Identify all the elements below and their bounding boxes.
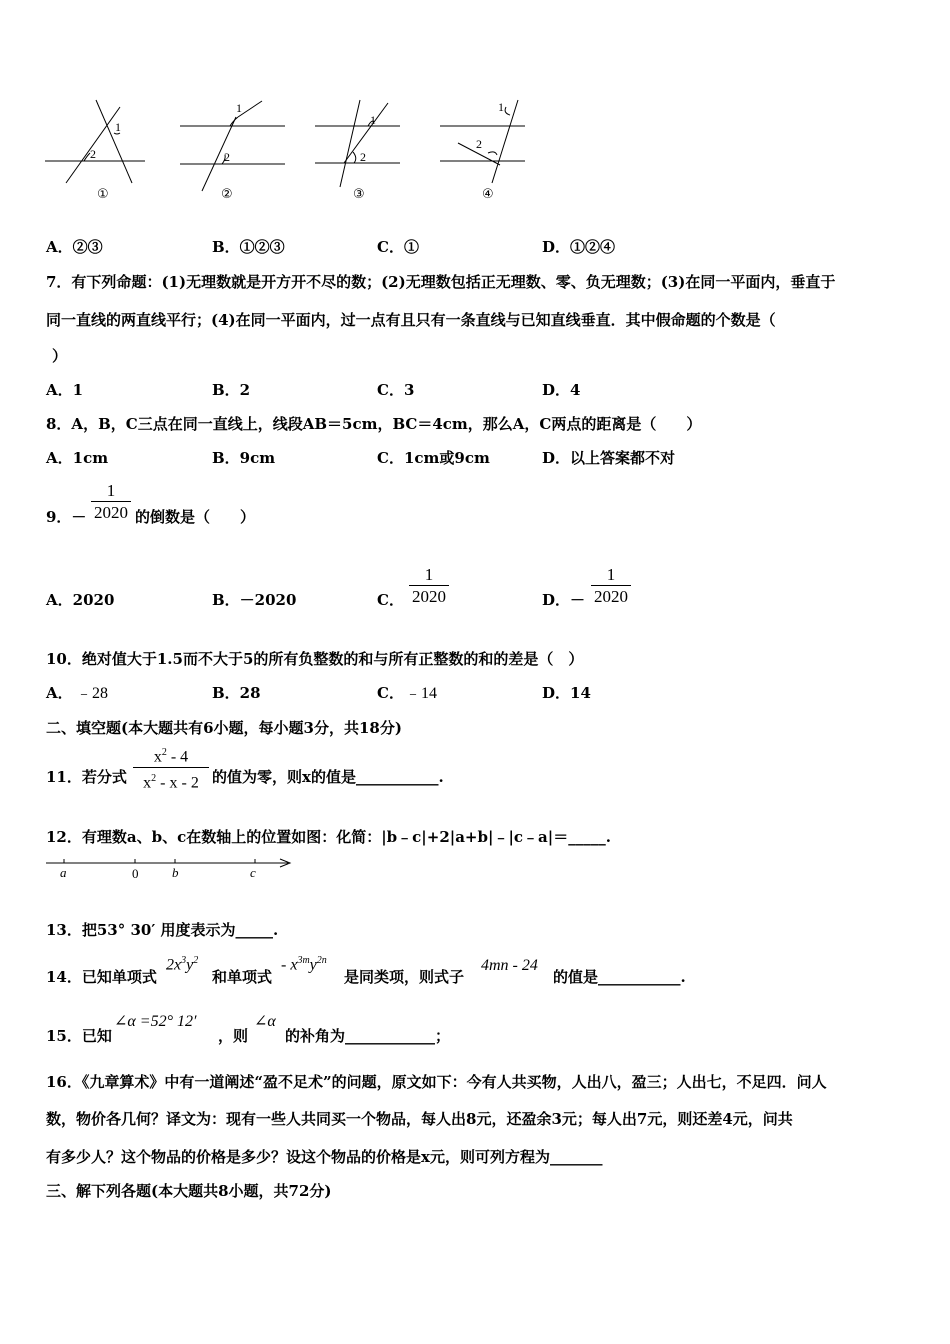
q16-text-line-1: 16．《九章算术》中有一道阐述“盈不足术”的问题，原文如下：今有人共买物，人出八，盈三；人出七，不足四．问人	[46, 1073, 827, 1091]
panel-2-angle-1: 1	[236, 101, 242, 115]
q8-option-a[interactable]: A．1cm	[46, 449, 109, 467]
q9-option-d-numerator: 1	[606, 565, 616, 584]
q7-option-c[interactable]: C．3	[377, 381, 415, 399]
q7-text-line-3: ）	[52, 347, 68, 365]
q7-option-b[interactable]: B．2	[212, 381, 251, 399]
q10-option-d[interactable]: D．14	[542, 684, 591, 702]
q14-monomial-1	[166, 955, 198, 974]
q14-mono2-y: y	[309, 956, 317, 974]
q8-option-b[interactable]: B．9cm	[212, 449, 276, 467]
figure-panel-4	[440, 100, 525, 183]
axis-label-b: b	[172, 865, 179, 880]
figure-panel-2	[180, 101, 285, 191]
panel-4-angle-1: 1	[498, 100, 504, 114]
q14-expression: 4mn - 24	[481, 957, 538, 974]
axis-label-a: a	[60, 865, 67, 880]
q11-suffix: 的值为零，则x的值是___________.	[212, 768, 444, 786]
q9-fraction-numerator: 1	[106, 481, 116, 500]
q11-fraction	[132, 743, 210, 795]
q15-angle-expression: ∠α =52° 12′	[114, 1013, 197, 1030]
q11-denominator-rest: - x - 2	[156, 774, 199, 792]
panel-1-angle-1: 1	[115, 120, 121, 134]
q16-text-line-2: 数，物价各几何？译文为：现有一些人共同买一个物品，每人出8元，还盈余3元；每人出7元，则还差4元，问共	[46, 1110, 793, 1128]
q16-text-line-3: 有多少人？这个物品的价格是多少？设这个物品的价格是x元，则可列方程为_______	[46, 1148, 603, 1166]
q6-option-a[interactable]: A．②③	[46, 238, 103, 256]
q8-option-c[interactable]: C．1cm或9cm	[377, 449, 490, 467]
q8-option-d[interactable]: D．以上答案都不对	[542, 449, 676, 467]
axis-label-c: c	[250, 865, 256, 880]
q15-angle-alpha: ∠α	[254, 1013, 276, 1030]
q6-option-b[interactable]: B．①②③	[212, 238, 285, 256]
q9-option-c-label[interactable]: C．	[377, 591, 404, 609]
q7-option-a[interactable]: A．1	[46, 381, 84, 399]
geometry-figure	[40, 95, 540, 210]
q14-suffix: 的值是___________.	[553, 968, 686, 986]
panel-3-label: ③	[353, 187, 365, 202]
panel-4-angle-2: 2	[476, 137, 482, 151]
q9-option-d-denominator: 2020	[594, 587, 628, 606]
q10-option-c-label[interactable]: C．	[377, 684, 404, 702]
q14-mid2: 是同类项，则式子	[344, 968, 465, 986]
q6-option-c[interactable]: C．①	[377, 238, 419, 256]
panel-1-label: ①	[97, 187, 109, 202]
axis-label-0: 0	[132, 866, 139, 881]
q7-option-d[interactable]: D．4	[542, 381, 581, 399]
panel-2-label: ②	[221, 187, 233, 202]
panel-2-angle-2: 2	[224, 150, 230, 164]
q9-option-d-label[interactable]: D．－	[542, 591, 586, 609]
q7-text-line-1: 7．有下列命题：(1)无理数就是开方开不尽的数；(2)无理数包括正无理数、零、负无理数；(3)在同一平面内，垂直于	[46, 273, 836, 291]
section-3-heading: 三、解下列各题(本大题共8小题，共72分)	[46, 1182, 332, 1200]
figure-panel-1	[45, 100, 145, 183]
q10-text: 10．绝对值大于1.5而不大于5的所有负整数的和与所有正整数的和的差是（ ）	[46, 650, 584, 668]
q14-mono1-y: y	[186, 956, 194, 974]
q15-mid: ，则	[218, 1027, 249, 1045]
q10-option-b[interactable]: B．28	[212, 684, 261, 702]
panel-4-label: ④	[482, 187, 494, 202]
q9-fraction-denominator: 2020	[94, 503, 128, 522]
q9-option-c-denominator: 2020	[412, 587, 446, 606]
q14-mono2-exp2: 2n	[316, 955, 327, 966]
q15-suffix: 的补角为____________；	[285, 1027, 451, 1045]
q14-monomial-2	[281, 955, 327, 974]
q14-mono2-base: - x	[281, 956, 298, 974]
panel-3-angle-2: 2	[360, 150, 366, 164]
q8-text: 8．A，B，C三点在同一直线上，线段AB＝5cm，BC＝4cm，那么A，C两点的距离是（ ）	[46, 415, 702, 433]
q6-option-d[interactable]: D．①②④	[542, 238, 616, 256]
q9-option-c-numerator: 1	[424, 565, 434, 584]
q9-option-c-fraction[interactable]	[408, 565, 450, 608]
q9-option-a[interactable]: A．2020	[46, 591, 115, 609]
q11-numerator-x: x	[153, 748, 162, 766]
q13-text: 13．把53° 30′ 用度表示为_____.	[46, 921, 279, 939]
q9-option-b[interactable]: B．－2020	[212, 591, 297, 609]
q10-option-c-value[interactable]: ﹣14	[405, 685, 438, 702]
q9-option-d-fraction[interactable]	[590, 565, 632, 608]
q11-denominator-exponent: 2	[151, 773, 157, 785]
q14-mid: 和单项式	[212, 968, 273, 986]
q14-mono1-exp1: 3	[181, 955, 187, 966]
q11-prefix: 11．若分式	[46, 768, 127, 786]
q7-text-line-2: 同一直线的两直线平行；(4)在同一平面内，过一点有且只有一条直线与已知直线垂直．其中假命题的个数是（	[46, 311, 776, 329]
q14-mono1-exp2: 2	[193, 955, 199, 966]
q15-prefix: 15．已知	[46, 1027, 112, 1045]
figure-panel-3	[315, 100, 400, 187]
q14-mono2-exp1: 3m	[297, 955, 310, 966]
panel-3-angle-1: 1	[370, 113, 376, 127]
q10-option-a-value[interactable]: ﹣28	[76, 685, 109, 702]
q10-option-a-label[interactable]: A．	[46, 684, 73, 702]
q12-number-line	[44, 853, 294, 883]
q12-text: 12．有理数a、b、c在数轴上的位置如图：化简：|b﹣c|+2|a+b|﹣|c﹣a|＝_____.	[46, 828, 611, 846]
panel-1-angle-2: 2	[90, 147, 96, 161]
q9-prefix: 9．－	[46, 508, 87, 526]
q9-fraction	[90, 481, 132, 524]
q14-mono1-base: 2x	[166, 956, 182, 974]
q11-numerator-rest: - 4	[166, 748, 189, 766]
section-2-heading: 二、填空题(本大题共有6小题，每小题3分，共18分)	[46, 719, 402, 737]
q9-suffix: 的倒数是（ ）	[135, 508, 256, 526]
q14-prefix: 14．已知单项式	[46, 968, 157, 986]
q11-numerator-exponent: 2	[161, 747, 167, 758]
q11-denominator-x: x	[143, 774, 152, 792]
